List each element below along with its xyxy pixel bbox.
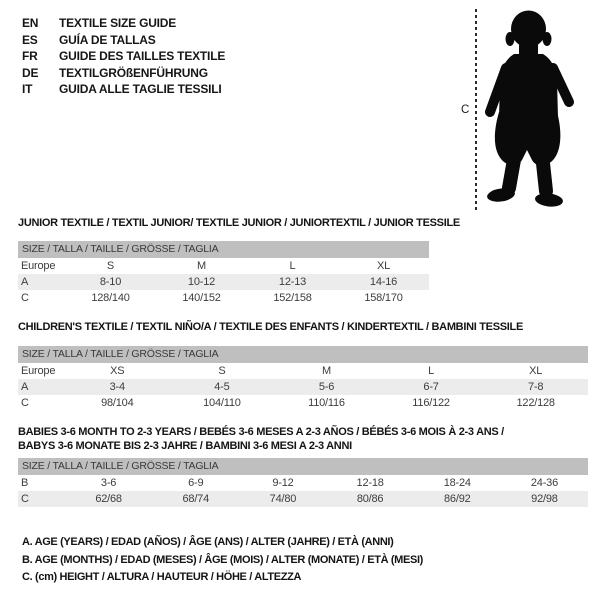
size-header-bar: SIZE / TALLA / TAILLE / GRÖSSE / TAGLIA <box>18 458 588 475</box>
table-cell: 10-12 <box>187 276 216 288</box>
table-row <box>18 379 588 395</box>
section-title-line: JUNIOR TEXTILE / TEXTIL JUNIOR/ TEXTILE JUNIOR / JUNIORTEXTIL / JUNIOR TESSILE <box>18 217 460 229</box>
section-title-line: CHILDREN'S TEXTILE / TEXTIL NIÑO/A / TEXTILE DES ENFANTS / KINDERTEXTIL / BAMBINI TESSILE <box>18 321 523 333</box>
table-cell: S <box>218 365 226 377</box>
children-size-table <box>18 363 588 411</box>
row-label: Europe <box>21 365 56 377</box>
table-cell: 5-6 <box>318 381 335 393</box>
guide-title: GUIDE DES TAILLES TEXTILE <box>59 49 226 64</box>
size-header-bar: SIZE / TALLA / TAILLE / GRÖSSE / TAGLIA <box>18 346 588 363</box>
table-cell: XL <box>529 365 543 377</box>
height-measure-dashed-line <box>475 9 477 210</box>
legend-note-a: A. AGE (YEARS) / EDAD (AÑOS) / ÂGE (ANS) / ALTER (JAHRE) / ETÀ (ANNI) <box>22 536 394 548</box>
children-textile-section <box>18 321 588 411</box>
table-row <box>18 395 588 411</box>
section-title-line: BABYS 3-6 MONATE BIS 2-3 JAHRE / BAMBINI 3-6 MESI A 2-3 ANNI <box>18 440 352 452</box>
table-cell: 8-10 <box>99 276 122 288</box>
legend-note-b: B. AGE (MONTHS) / EDAD (MESES) / ÂGE (MOIS) / ALTER (MONATE) / ETÀ (MESI) <box>22 553 423 566</box>
guide-title: GUÍA DE TALLAS <box>59 32 156 47</box>
table-cell: M <box>322 365 331 377</box>
table-cell: 9-12 <box>272 477 294 489</box>
guide-title: TEXTILGRÖßENFÜHRUNG <box>59 65 208 80</box>
section-title <box>18 217 460 231</box>
table-cell: 3-4 <box>109 381 125 393</box>
table-cell: S <box>106 260 115 272</box>
table-cell: 68/74 <box>182 493 210 505</box>
table-cell: 62/68 <box>95 493 122 505</box>
table-cell: 98/104 <box>101 397 134 409</box>
language-code: IT <box>22 82 33 97</box>
table-cell: 128/140 <box>91 292 130 304</box>
junior-size-table <box>18 258 429 306</box>
legend-notes <box>22 536 423 589</box>
row-label: C <box>21 292 29 304</box>
language-row <box>22 32 225 49</box>
table-cell: 104/110 <box>203 397 241 409</box>
table-row <box>18 258 429 274</box>
guide-title: TEXTILE SIZE GUIDE <box>59 16 177 30</box>
table-cell: 18-24 <box>443 477 471 489</box>
language-row <box>22 48 225 65</box>
table-cell: 158/170 <box>364 292 403 304</box>
table-cell: 116/122 <box>412 397 450 409</box>
row-label: Europe <box>21 260 56 272</box>
language-code: FR <box>22 49 38 64</box>
table-cell: XS <box>110 365 125 377</box>
language-row <box>22 65 225 82</box>
table-cell: 3-6 <box>100 477 117 489</box>
table-cell: 122/128 <box>516 397 555 409</box>
table-row <box>18 491 588 507</box>
language-row <box>22 15 225 32</box>
table-cell: XL <box>376 260 391 272</box>
table-cell: 140/152 <box>182 292 221 304</box>
table-row <box>18 363 588 379</box>
table-cell: L <box>289 260 296 272</box>
table-cell: 110/116 <box>308 397 345 409</box>
table-cell: 12-18 <box>356 477 384 489</box>
table-row <box>18 274 429 290</box>
legend-note-c: C. (cm) HEIGHT / ALTURA / HAUTEUR / HÖHE / ALTEZZA <box>22 571 302 584</box>
table-cell: 7-8 <box>528 381 544 393</box>
section-title-line: BABIES 3-6 MONTH TO 2-3 YEARS / BEBÉS 3-6 MESES A 2-3 AÑOS / BÉBÉS 3-6 MOIS À 2-3 ANS / <box>18 426 504 438</box>
row-label: A <box>21 276 29 288</box>
table-cell: 12-13 <box>278 276 307 288</box>
table-cell: 4-5 <box>214 381 230 393</box>
height-measure-label: C <box>461 104 470 116</box>
table-row <box>18 475 588 491</box>
table-cell: 6-9 <box>188 477 204 489</box>
babies-size-table <box>18 475 588 507</box>
guide-title: GUIDA ALLE TAGLIE TESSILI <box>59 82 222 97</box>
row-label: B <box>21 477 29 489</box>
language-code: EN <box>22 16 39 30</box>
row-label: C <box>21 397 29 409</box>
toddler-silhouette <box>483 8 578 208</box>
table-cell: 86/92 <box>444 493 471 505</box>
table-cell: 92/98 <box>531 493 558 505</box>
row-label: A <box>21 381 29 393</box>
row-label: C <box>21 493 29 505</box>
table-row <box>18 290 429 306</box>
babies-textile-section <box>18 426 588 507</box>
table-cell: 152/158 <box>273 292 312 304</box>
language-code: ES <box>22 32 38 47</box>
section-title <box>18 426 588 454</box>
table-cell: 6-7 <box>423 381 439 393</box>
table-cell: 74/80 <box>269 493 297 505</box>
table-cell: 24-36 <box>530 477 559 489</box>
table-cell: 80/86 <box>356 493 384 505</box>
language-row <box>22 81 225 98</box>
table-cell: L <box>428 365 435 377</box>
section-title <box>18 321 588 335</box>
junior-textile-section <box>18 217 460 306</box>
language-code: DE <box>22 65 39 80</box>
table-cell: M <box>197 260 206 272</box>
language-title-block <box>22 15 225 98</box>
table-cell: 14-16 <box>369 276 398 288</box>
size-header-bar: SIZE / TALLA / TAILLE / GRÖSSE / TAGLIA <box>18 241 429 258</box>
